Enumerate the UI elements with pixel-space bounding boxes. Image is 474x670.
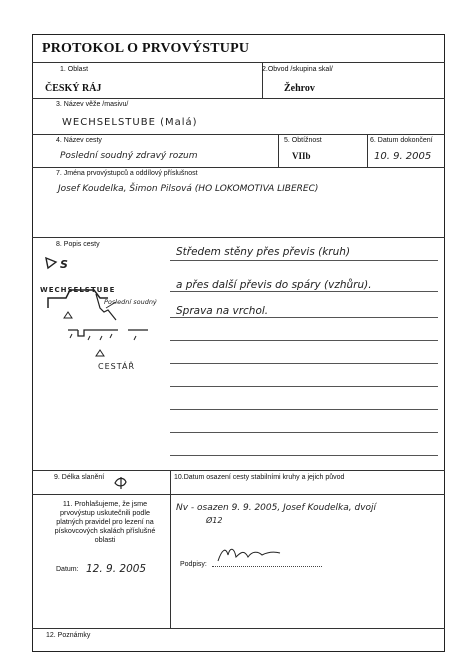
writing-line [170, 455, 438, 456]
datum-osazeni-value2: Ø12 [206, 516, 223, 525]
writing-line [170, 409, 438, 410]
sketch-tower-label: WECHSELSTUBE [40, 286, 116, 294]
divider [32, 98, 445, 99]
writing-line [170, 260, 438, 261]
divider [278, 134, 279, 167]
divider [32, 62, 445, 63]
writing-line [170, 340, 438, 341]
jmena-label: 7. Jména prvovýstupců a oddílový příslušnost [56, 170, 198, 177]
signature [214, 543, 284, 565]
page-title: PROTOKOL O PRVOVÝSTUPU [42, 41, 250, 56]
writing-line [170, 317, 438, 318]
ground-line [68, 330, 148, 336]
sketch-path-label: CESTÁŘ [98, 362, 136, 371]
popis-label: 8. Popis cesty [56, 241, 100, 248]
compass-arrow-icon [46, 258, 56, 268]
datum-label: Datum: [56, 566, 79, 573]
route-sketch [38, 250, 168, 380]
divider [367, 134, 368, 167]
writing-line [170, 432, 438, 433]
datum-osazeni-label: 10.Datum osazení cesty stabilními kruhy a jejich původ [174, 474, 345, 481]
obvod-label: 2.Obvod /skupina skal/ [262, 66, 333, 73]
cesta-value: Poslední soudný zdravý rozum [60, 151, 198, 161]
sketch-route-label: Poslední soudný [104, 298, 157, 306]
popis-line: a přes další převis do spáry (vzhůru). [176, 279, 372, 291]
obtiznost-value: VIIb [292, 151, 311, 161]
oblast-value: ČESKÝ RÁJ [45, 83, 102, 94]
writing-line [170, 291, 438, 292]
prohlaseni-label: 11. Prohlašujeme, že jsme prvovýstup uskutečnili podle platných pravidel pro lezení na pískovcových skalách příslušné oblasti [54, 499, 156, 544]
leader-line [106, 302, 116, 308]
signature-line [212, 566, 322, 567]
writing-line [170, 363, 438, 364]
oblast-label: 1. Oblast [60, 66, 89, 73]
vez-value: WECHSELSTUBE (Malá) [62, 117, 198, 128]
divider [32, 167, 445, 168]
datum-dokonceni-value: 10. 9. 2005 [374, 151, 432, 162]
datum-osazeni-value: Nv - osazen 9. 9. 2005, Josef Koudelka, dvojí [176, 503, 377, 513]
popis-line: Středem stěny přes převis (kruh) [176, 246, 351, 258]
writing-line [170, 386, 438, 387]
datum-value: 12. 9. 2005 [86, 563, 147, 575]
divider [32, 628, 445, 629]
datum-dokonceni-label: 6. Datum dokončení [370, 137, 433, 144]
divider [32, 237, 445, 238]
delka-mark-icon [112, 475, 130, 491]
obvod-value: Žehrov [284, 83, 315, 94]
divider [32, 470, 445, 471]
popis-line: Sprava na vrchol. [176, 305, 269, 317]
jmena-value: Josef Koudelka, Šimon Pilsová (HO LOKOMOTIVA LIBEREC) [58, 184, 319, 194]
obtiznost-label: 5. Obtížnost [284, 137, 322, 144]
vez-label: 3. Název věže /masivu/ [56, 101, 129, 108]
divider [32, 134, 445, 135]
poznamky-label: 12. Poznámky [46, 632, 91, 639]
cesta-label: 4. Název cesty [56, 137, 102, 144]
delka-label: 9. Délka slanění [54, 474, 105, 481]
podpisy-label: Podpisy: [180, 561, 207, 568]
ground-ticks [70, 334, 136, 340]
divider [170, 470, 171, 628]
compass-label: S [60, 258, 68, 271]
divider [32, 494, 445, 495]
